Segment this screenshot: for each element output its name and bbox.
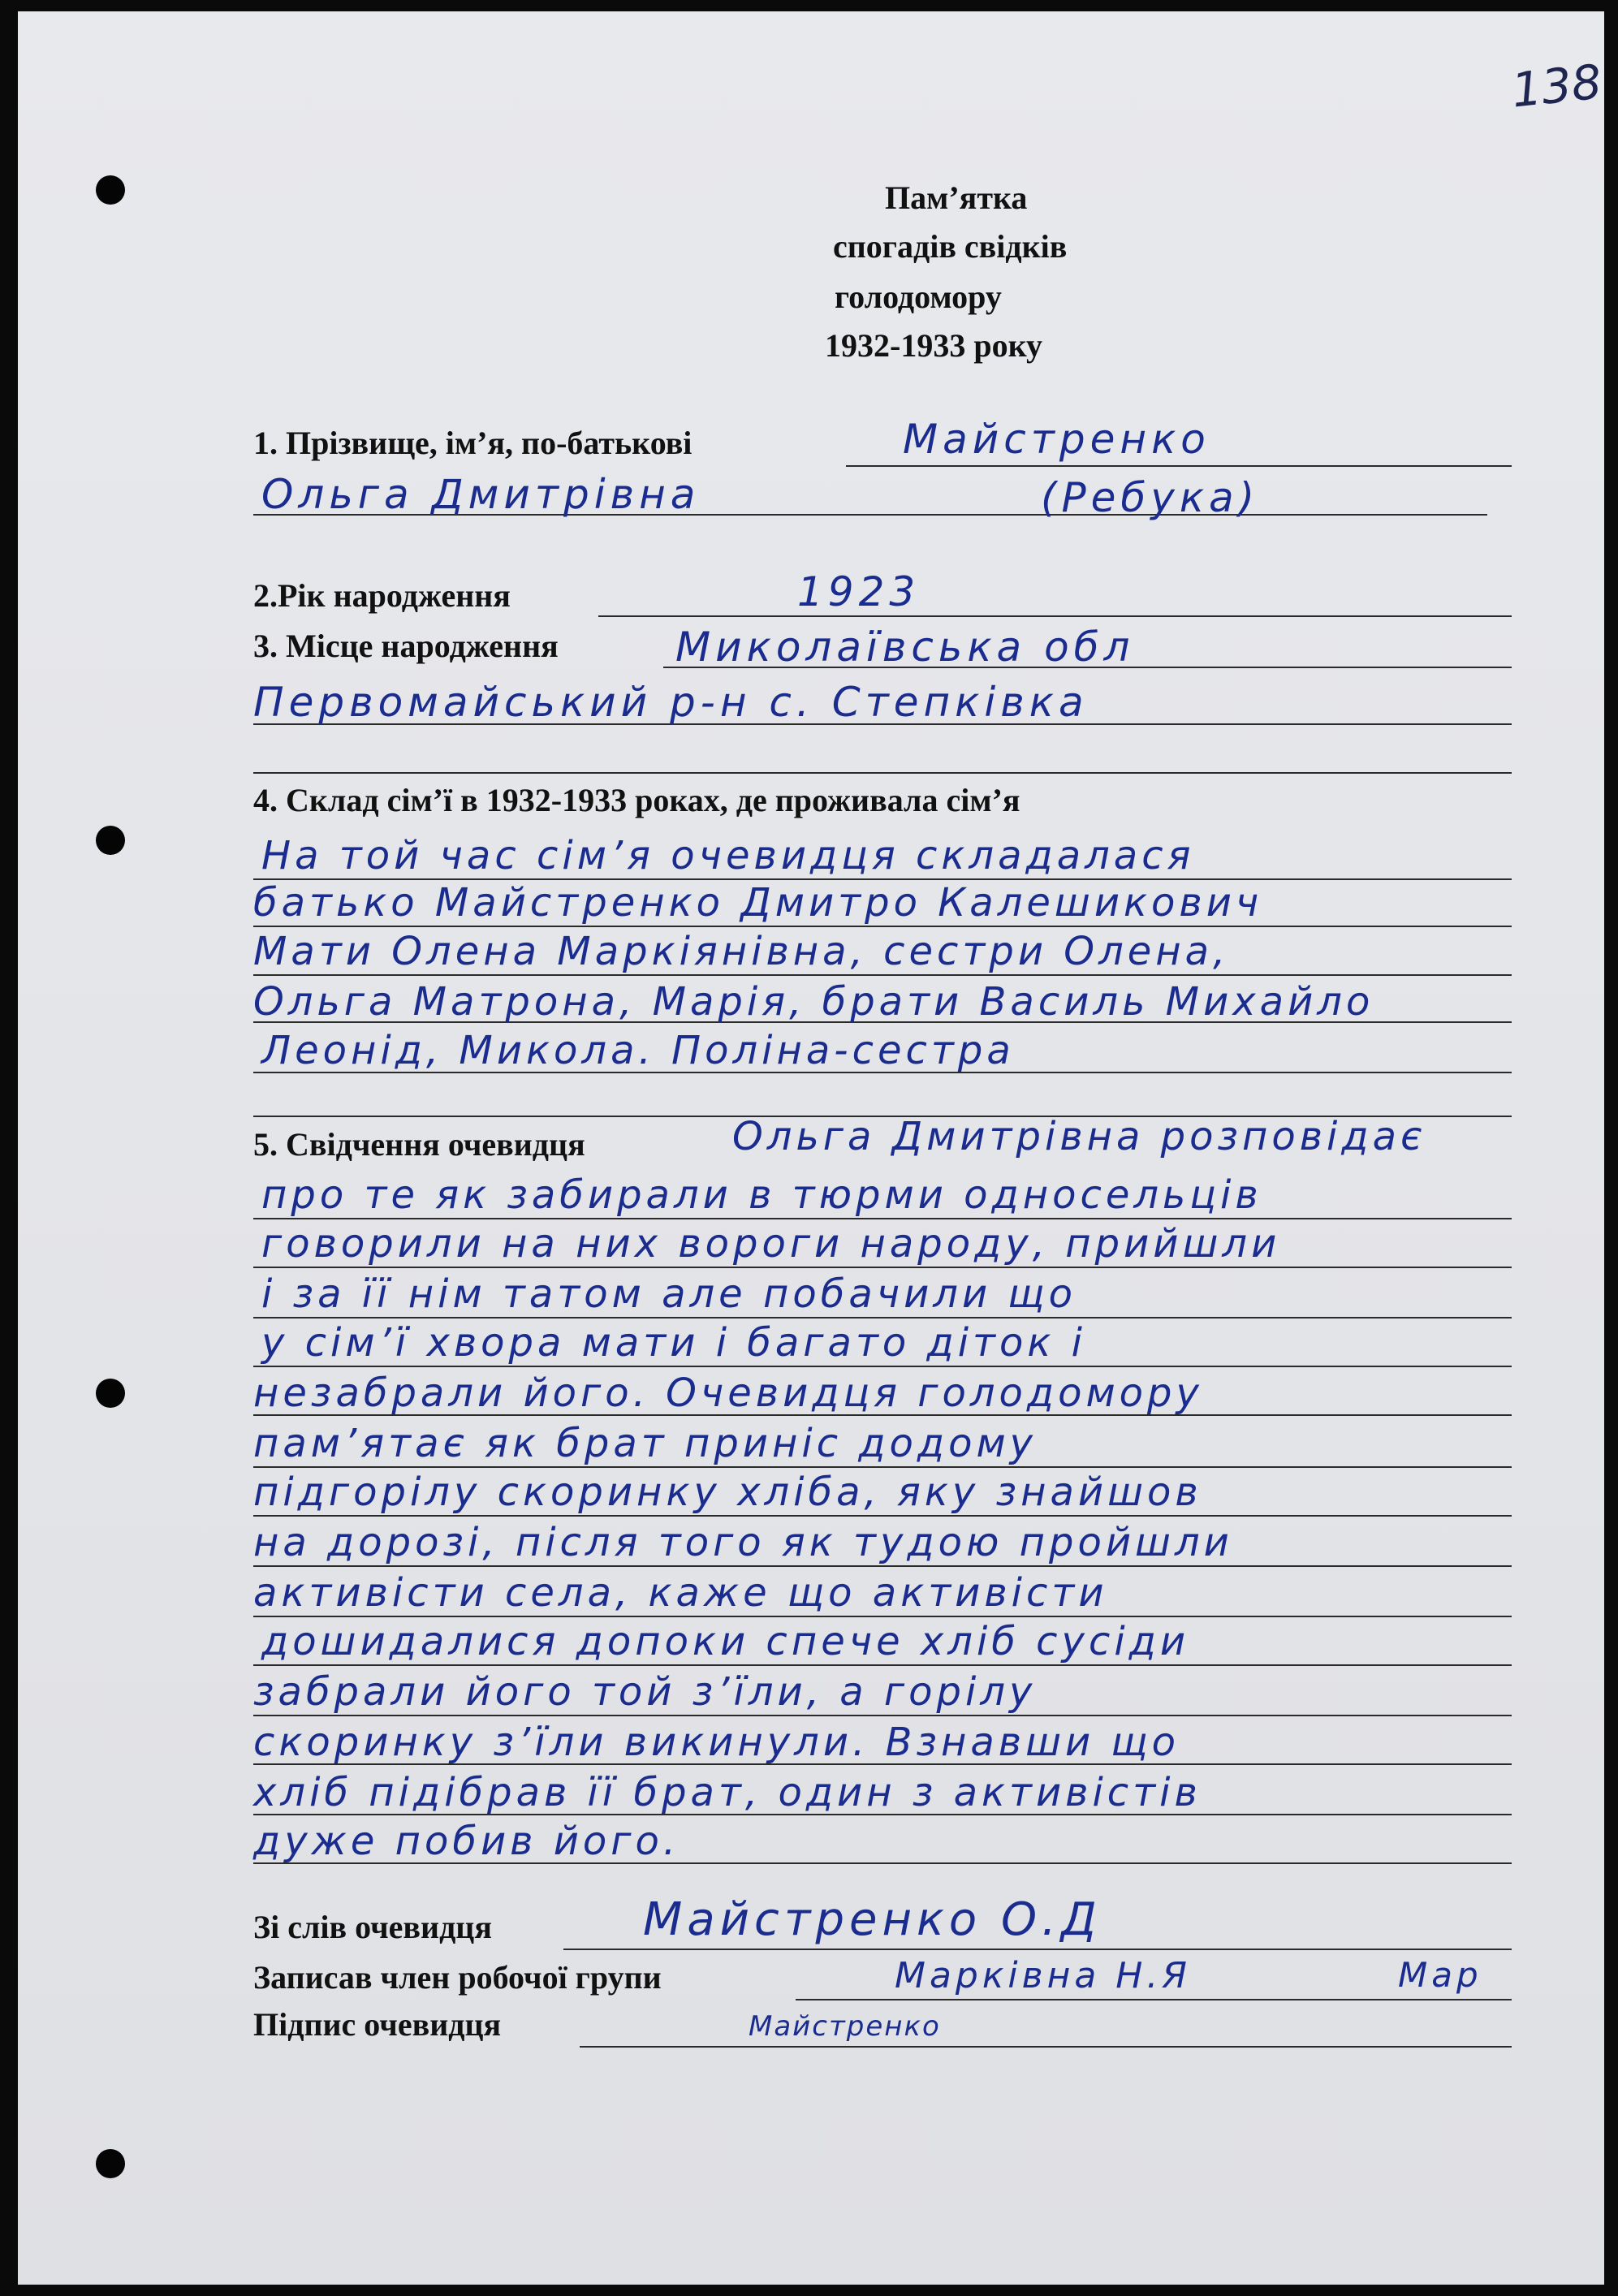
testimony-line: говорили на них вороги народу, прийшли [261, 1221, 1281, 1267]
rule [796, 1999, 1512, 2000]
document-sheet [18, 11, 1604, 2285]
witness-words-label: Зі слів очевидця [253, 1909, 492, 1945]
name-value: Майстренко [903, 416, 1210, 463]
rule [253, 1317, 1512, 1318]
document-title-line: 1932-1933 року [825, 327, 1043, 364]
rule [253, 1715, 1512, 1716]
testimony-line: у сім’ї хвора мати і багато діток і [261, 1320, 1086, 1366]
testimony-line: дошидалися допоки спече хліб сусіди [261, 1619, 1190, 1664]
rule [253, 1267, 1512, 1268]
witness-signature-label: Підпис очевидця [253, 2006, 502, 2043]
rule [580, 2046, 1512, 2048]
testimony-line: скоринку з’їли викинули. Взнавши що [253, 1720, 1180, 1765]
rule [253, 1565, 1512, 1567]
birth-year-value: 1923 [797, 568, 921, 615]
punch-hole [96, 1379, 125, 1408]
family-line: Мати Олена Маркіянівна, сестри Олена, [253, 929, 1230, 974]
recorded-by-label: Записав член робочої групи [253, 1959, 662, 1996]
witness-signature: Майстренко [749, 2010, 941, 2043]
rule [253, 1664, 1512, 1666]
testimony-line: і за її нім татом але побачили що [261, 1271, 1077, 1317]
family-line: На той час сім’я очевидця складалася [261, 833, 1195, 878]
page-number: 138 [1508, 54, 1604, 119]
document-title-line: спогадів свідків [833, 228, 1068, 265]
rule [253, 1515, 1512, 1517]
name-label: 1. Прізвище, ім’я, по-батькові [253, 425, 693, 461]
testimony-line: хліб підібрав її брат, один з активістів [253, 1770, 1202, 1815]
birth-place-label: 3. Місце народження [253, 628, 559, 664]
name-value-line2: Ольга Дмитрівна [261, 471, 701, 518]
maiden-name-value: (Ребука) [1041, 474, 1260, 521]
birth-year-label: 2.Рік народження [253, 577, 511, 614]
testimony-line: незабрали його. Очевидця голодомору [253, 1370, 1203, 1416]
birth-place-value-line2: Первомайський р-н с. Степківка [253, 679, 1089, 726]
document-title: Пам’ятка [885, 179, 1028, 216]
rule [253, 772, 1512, 774]
punch-hole [96, 2149, 125, 2178]
rule [253, 1218, 1512, 1219]
rule [253, 926, 1512, 927]
punch-hole [96, 826, 125, 855]
birth-place-value: Миколаївська обл [675, 624, 1135, 671]
rule [846, 465, 1512, 467]
rule [253, 1366, 1512, 1367]
testimony-line: Ольга Дмитрівна розповідає [732, 1114, 1426, 1159]
family-line: батько Майстренко Дмитро Калешикович [253, 880, 1263, 926]
testimony-line: підгорілу скоринку хліба, яку знайшов [253, 1470, 1202, 1515]
testimony-line: про те як забирали в тюрми односельців [261, 1172, 1262, 1218]
family-line: Леонід, Микола. Поліна-сестра [261, 1028, 1015, 1073]
testimony-line: активісти села, каже що активісти [253, 1570, 1108, 1616]
testimony-line: дуже побив його. [253, 1819, 680, 1864]
recorder-signature: Мар [1398, 1955, 1482, 1995]
testimony-line: забрали його той з’їли, а горілу [253, 1669, 1037, 1715]
family-line: Ольга Матрона, Марія, брати Василь Михайло [253, 979, 1374, 1025]
testimony-line: на дорозі, після того як тудою пройшли [253, 1520, 1233, 1565]
rule [563, 1949, 1512, 1950]
rule [253, 1466, 1512, 1468]
recorded-by-value: Марківна Н.Я [895, 1955, 1191, 1996]
document-title-line: голодомору [835, 278, 1002, 315]
testimony-label: 5. Свідчення очевидця [253, 1126, 585, 1163]
witness-words-value: Майстренко О.Д [643, 1893, 1102, 1946]
rule [253, 1616, 1512, 1617]
punch-hole [96, 175, 125, 205]
rule [598, 615, 1512, 617]
family-label: 4. Склад сім’ї в 1932-1933 роках, де проживала сім’я [253, 782, 1020, 818]
rule [253, 974, 1512, 976]
testimony-line: пам’ятає як брат приніс додому [253, 1421, 1038, 1466]
